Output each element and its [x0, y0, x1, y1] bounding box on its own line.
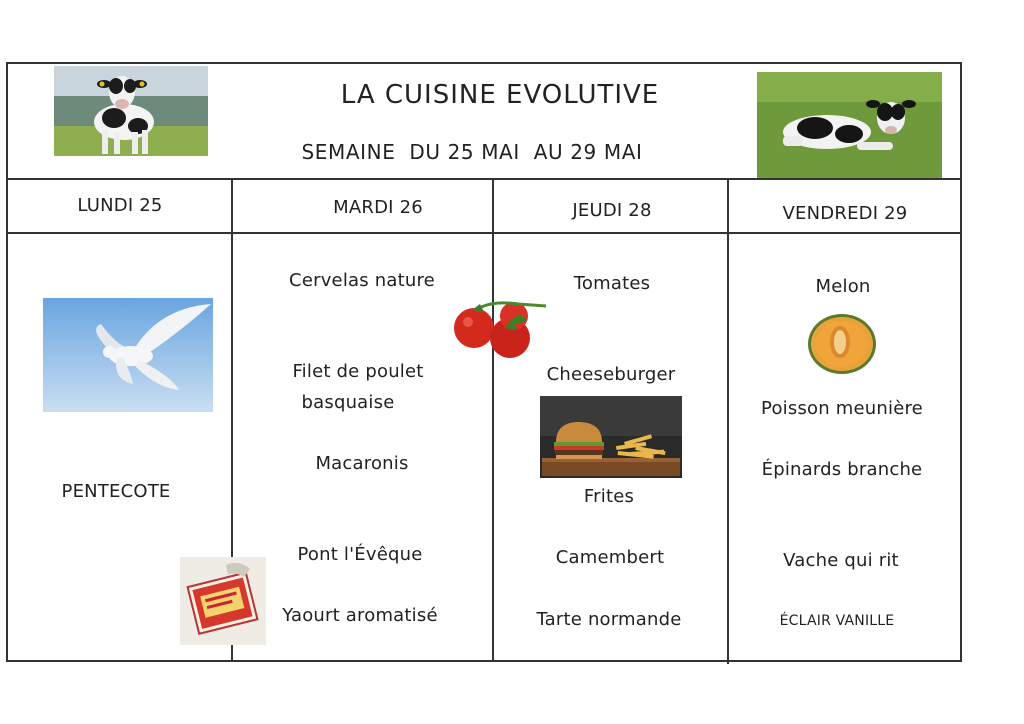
menu-item-tuesday-2: basquaise: [301, 392, 395, 413]
cheese-box-photo: [180, 557, 266, 645]
burger-photo: [540, 396, 682, 478]
menu-item-thursday-0: Tomates: [573, 273, 651, 294]
burger-fries-icon: [540, 396, 682, 478]
menu-item-friday-3: Vache qui rit: [783, 550, 899, 571]
menu-item-monday-0: PENTECOTE: [61, 481, 171, 502]
cheese-box-icon: [180, 557, 266, 645]
menu-item-tuesday-5: Yaourt aromatisé: [282, 605, 438, 626]
menu-item-tuesday-0: Cervelas nature: [289, 270, 435, 291]
menu-item-thursday-1: Cheeseburger: [546, 364, 676, 385]
page-title: LA CUISINE EVOLUTIVE: [340, 80, 660, 110]
menu-item-tuesday-4: Pont l'Évêque: [297, 544, 423, 565]
melon-photo: [802, 306, 884, 384]
menu-item-friday-1: Poisson meunière: [761, 398, 923, 419]
day-header-divider: [6, 232, 960, 234]
day-header-tuesday: MARDI 26: [333, 197, 423, 218]
column-divider-2: [492, 178, 494, 662]
cow-icon: [54, 66, 208, 156]
dove-photo: [43, 298, 213, 412]
cow-standing-photo: [54, 66, 208, 156]
menu-item-friday-0: Melon: [815, 276, 871, 297]
day-header-friday: VENDREDI 29: [782, 203, 908, 224]
tomato-photo: [448, 296, 548, 360]
menu-item-thursday-2: Frites: [583, 486, 635, 507]
menu-item-tuesday-1: Filet de poulet: [292, 361, 424, 382]
dove-icon: [43, 298, 213, 412]
week-subtitle: SEMAINE DU 25 MAI AU 29 MAI: [301, 140, 643, 164]
menu-item-thursday-4: Tarte normande: [536, 609, 682, 630]
day-header-thursday: JEUDI 28: [572, 200, 652, 221]
header-divider: [6, 178, 960, 180]
menu-item-friday-4: ÉCLAIR VANILLE: [779, 613, 895, 629]
menu-item-thursday-3: Camembert: [555, 547, 665, 568]
menu-item-tuesday-3: Macaronis: [315, 453, 409, 474]
cow-lying-photo: [757, 72, 942, 178]
melon-icon: [802, 306, 884, 384]
cow-lying-icon: [757, 72, 942, 178]
tomato-icon: [448, 296, 548, 360]
column-divider-3: [727, 178, 729, 664]
menu-item-friday-2: Épinards branche: [761, 459, 923, 480]
day-header-monday: LUNDI 25: [77, 195, 163, 216]
